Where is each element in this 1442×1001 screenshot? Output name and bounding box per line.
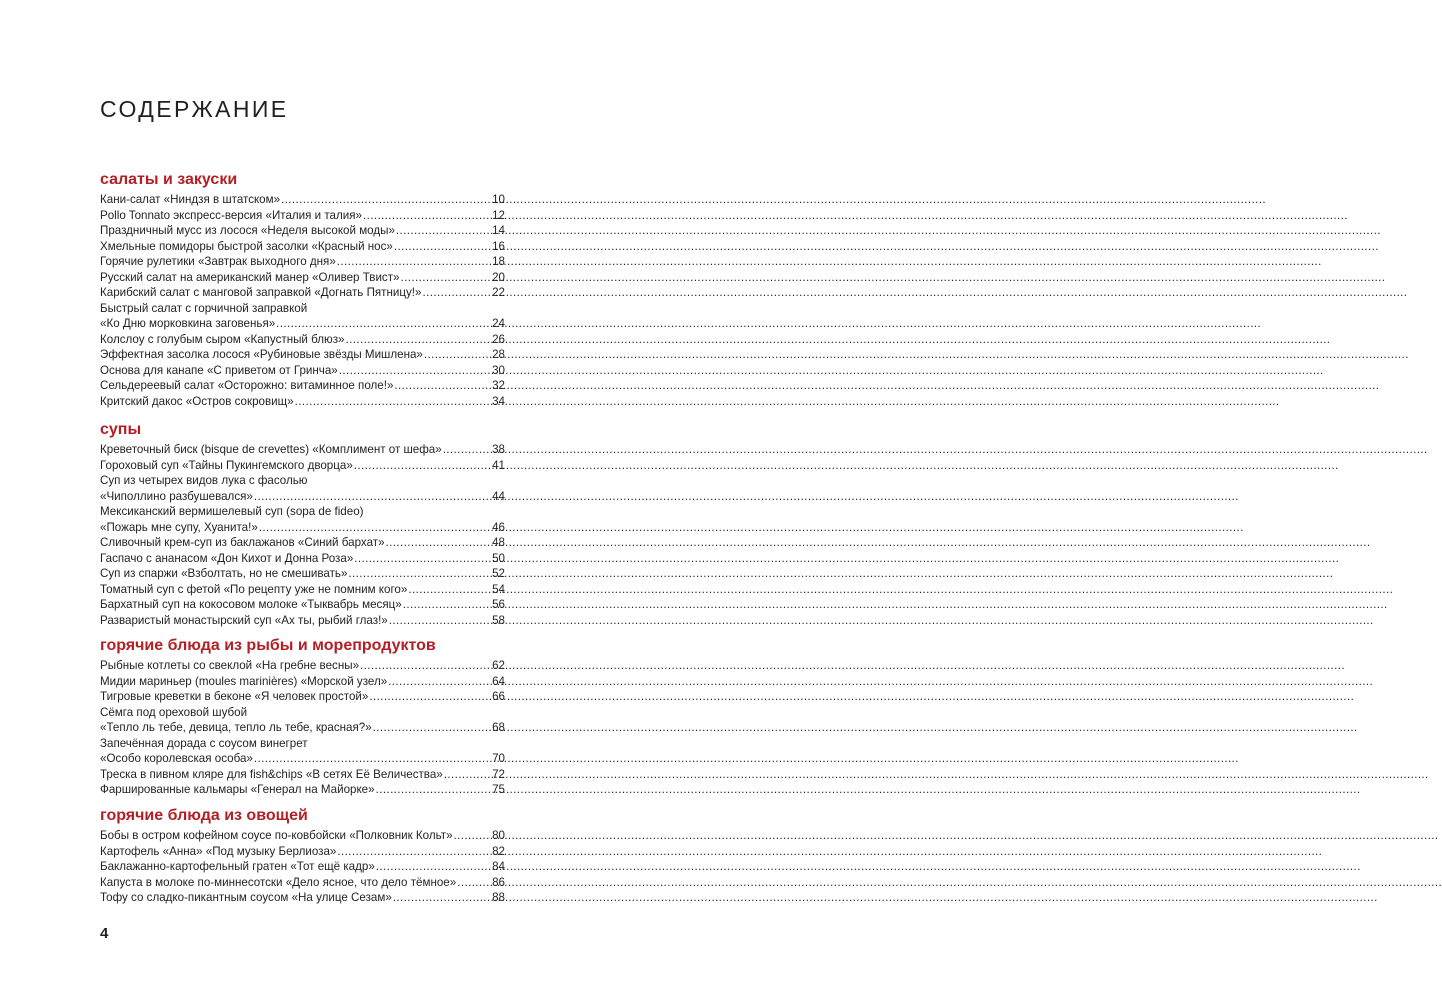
toc-entry: Суп из спаржи «Взболтать, но не смешивать» ..... 52 [100, 566, 505, 582]
entry-page-number: 41 [492, 458, 505, 472]
dot-leader [443, 442, 491, 458]
dot-leader [345, 332, 491, 348]
dot-leader [376, 859, 491, 875]
toc-entry: Разваристый монастырский суп «Ах ты, рыбий глаз!» ..... 58 [100, 613, 505, 629]
toc-entry: Праздничный мусс из лосося «Неделя высокой моды» ..... 14 [100, 223, 505, 239]
dot-leader [363, 208, 491, 224]
dot-leader [354, 458, 491, 474]
toc-entry: Гороховый суп «Тайны Пукингемского дворца» ..... 41 [100, 458, 505, 474]
toc-entry-first-line: Сёмга под ореховой шубой [100, 705, 248, 719]
dot-leader [281, 192, 491, 208]
toc-entry: Эффектная засолка лосося «Рубиновые звёзды Мишлена» ..... 28 [100, 347, 505, 363]
entry-page-number: 64 [492, 674, 505, 688]
toc-entry: Колслоу с голубым сыром «Капустный блюз» ..... 26 [100, 332, 505, 348]
toc-entry: Сливочный крем-суп из баклажанов «Синий бархат» ..... 48 [100, 535, 505, 551]
toc-entry-first-line: Запечённая дорада с соусом винегрет [100, 736, 308, 750]
dot-leader [454, 828, 492, 844]
toc-entry: Критский дакос «Остров сокровищ» ..... 34 [100, 394, 505, 410]
dot-leader [373, 720, 491, 736]
toc-entry: Треска в пивном кляре для fish&chips «В сетях Её Величества» ..... 72 [100, 767, 505, 783]
toc-entry: Креветочный биск (bisque de crevettes) «Комплимент от шефа» ..... 38 [100, 442, 505, 458]
toc-entry: Сельдереевый салат «Осторожно: витаминное поле!» ..... 32 [100, 378, 505, 394]
toc-entry: Тофу со сладко-пикантным соусом «На улице Сезам» ..... 88 [100, 890, 505, 906]
toc-entry: Pollo Tonnato экспресс-версия «Италия и талия» ..... 12 [100, 208, 505, 224]
dot-leader [354, 551, 491, 567]
entry-page-number: 24 [492, 317, 505, 330]
entry-page-number: 58 [492, 613, 505, 627]
toc-entry-first-line: Быстрый салат с горчичной заправкой [100, 301, 308, 315]
dot-leader [360, 658, 491, 674]
section-title: супы [100, 421, 142, 438]
page-number: 4 [100, 925, 109, 942]
entry-page-number: 72 [492, 767, 505, 781]
toc-entry: Горячие рулетики «Завтрак выходного дня» ..... 18 [100, 254, 505, 270]
entry-page-number: 68 [492, 721, 505, 734]
dot-leader [369, 689, 491, 705]
entry-page-number: 88 [492, 891, 505, 904]
entry-page-number: 75 [492, 783, 505, 796]
dot-leader [339, 363, 491, 379]
section-fish-seafood [100, 636, 505, 798]
toc-entry: Капуста в молоке по-миннесотски «Дело ясное, что дело тёмное» ..... 86 [100, 875, 505, 891]
dot-leader [254, 489, 491, 505]
toc-entry: Русский салат на американский манер «Оливер Твист» ..... 20 [100, 270, 505, 286]
page-title: СОДЕРЖАНИЕ [100, 96, 289, 122]
entry-page-number: 26 [492, 332, 505, 346]
entry-page-number: 80 [492, 829, 505, 842]
entry-page-number: 18 [492, 255, 505, 268]
toc-entry-first-line: Мексиканский вермишелевый суп (sopa de fideo) [100, 505, 364, 518]
dot-leader [422, 285, 491, 301]
dot-leader [376, 782, 492, 798]
section-vegetables [100, 806, 505, 906]
dot-leader [337, 844, 491, 860]
toc-entry: «Тепло ль тебе, девица, тепло ль тебе, красная?» ..... 68 [100, 720, 505, 736]
entry-page-number: 44 [492, 489, 505, 503]
entry-page-number: 12 [492, 208, 505, 222]
section-salads [100, 170, 505, 409]
dot-leader [424, 347, 491, 363]
entry-page-number: 10 [492, 193, 505, 206]
entry-page-number: 66 [492, 690, 505, 703]
entry-page-number: 32 [492, 379, 505, 392]
toc-entry: Гаспачо с ананасом «Дон Кихот и Донна Роза» ..... 50 [100, 551, 505, 567]
toc-entry: «Ко Дню морковкина заговенья» ..... 24 [100, 316, 505, 332]
entry-page-number: 82 [492, 844, 505, 858]
entry-page-number: 50 [492, 551, 505, 565]
dot-leader [388, 674, 491, 690]
toc-entry-first-line: Суп из четырех видов лука с фасолью [100, 474, 308, 487]
toc-entry: Томатный суп с фетой «По рецепту уже не помним кого» ..... 54 [100, 582, 505, 598]
toc-entry: Бобы в остром кофейном соусе по-ковбойски «Полковник Кольт» ..... 80 [100, 828, 505, 844]
dot-leader [254, 751, 491, 767]
toc-entry: «Чиполлино разбушевался» ..... 44 [100, 489, 505, 505]
dot-leader [400, 270, 491, 286]
entry-page-number: 38 [492, 443, 505, 456]
toc-entry: Хмельные помидоры быстрой засолки «Красный нос» ..... 16 [100, 239, 505, 255]
dot-leader [394, 378, 491, 394]
entry-page-number: 62 [492, 659, 505, 672]
dot-leader [389, 613, 491, 629]
entry-page-number: 70 [492, 752, 505, 765]
section-title: салаты и закуски [100, 171, 238, 188]
toc-entry: Карибский салат с манговой заправкой «Догнать Пятницу!» ..... 22 [100, 285, 505, 301]
section-soups [100, 420, 505, 628]
toc-entry: «Особо королевская особа» ..... 70 [100, 751, 505, 767]
entry-page-number: 20 [492, 270, 505, 284]
entry-page-number: 34 [492, 394, 505, 408]
entry-page-number: 46 [492, 520, 505, 534]
dot-leader [393, 890, 491, 906]
section-title: горячие блюда из рыбы и морепродуктов [100, 637, 436, 654]
entry-page-number: 52 [492, 567, 505, 580]
entry-page-number: 16 [492, 239, 505, 253]
dot-leader [408, 582, 491, 598]
toc-entry: Бархатный суп на кокосовом молоке «Тыквабрь месяц» ..... 56 [100, 597, 505, 613]
dot-leader [348, 566, 491, 582]
dot-leader [403, 597, 491, 613]
dot-leader [295, 394, 491, 410]
dot-leader [396, 223, 491, 239]
dot-leader [457, 875, 491, 891]
dot-leader [259, 520, 491, 536]
dot-leader [276, 316, 491, 332]
entry-page-number: 14 [492, 224, 505, 237]
entry-page-number: 22 [492, 286, 505, 299]
entry-page-number: 86 [492, 875, 505, 889]
entry-page-number: 48 [492, 536, 505, 549]
toc-entry: Кани-салат «Ниндзя в штатском» ..... 10 [100, 192, 505, 208]
toc-entry: Картофель «Анна» «Под музыку Берлиоза» ..... 82 [100, 844, 505, 860]
dot-leader [386, 535, 492, 551]
entry-page-number: 28 [492, 348, 505, 361]
toc-entry: Мидии мариньер (moules marinières) «Морской узел» ..... 64 [100, 674, 505, 690]
toc-entry: Основа для канапе «С приветом от Гринча» ..... 30 [100, 363, 505, 379]
toc-entry: «Пожарь мне супу, Хуанита!» ..... 46 [100, 520, 505, 536]
toc-entry: Баклажанно-картофельный гратен «Тот ещё кадр» ..... 84 [100, 859, 505, 875]
entry-page-number: 30 [492, 363, 505, 377]
dot-leader [444, 767, 491, 783]
entry-page-number: 54 [492, 582, 505, 596]
toc-entry: Рыбные котлеты со свеклой «На гребне весны» ..... 62 [100, 658, 505, 674]
section-title: горячие блюда из овощей [100, 807, 308, 824]
entry-page-number: 56 [492, 598, 505, 611]
toc-entry: Фаршированные кальмары «Генерал на Майорке» ..... 75 [100, 782, 505, 798]
dot-leader [337, 254, 491, 270]
dot-leader [394, 239, 491, 255]
entry-page-number: 84 [492, 860, 505, 873]
toc-entry: Тигровые креветки в беконе «Я человек простой» ..... 66 [100, 689, 505, 705]
